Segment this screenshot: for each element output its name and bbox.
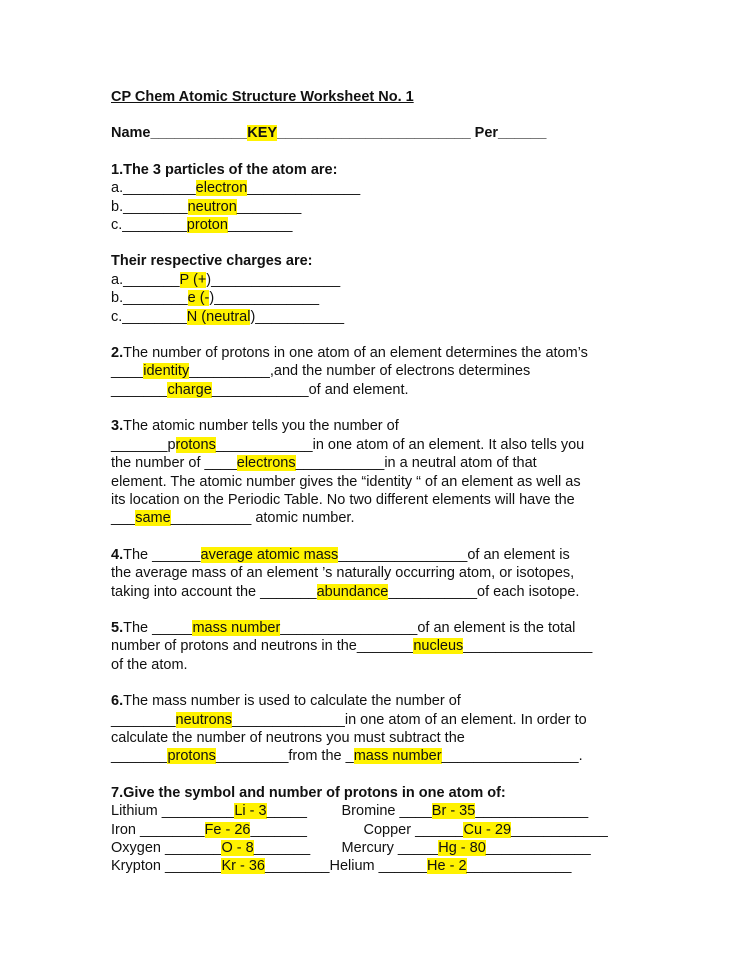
answer-highlight: e (- [187, 290, 210, 307]
answer-highlight: neutron [187, 198, 237, 215]
name-period-blank: ________________________ Per______ [277, 125, 547, 142]
q3-line-1: 3.The atomic number tells you the number of [111, 418, 399, 435]
q3-line-6: ___same__________ atomic number. [111, 510, 355, 527]
spacer [111, 528, 671, 546]
q1-answer-b: b.________neutron________ [111, 198, 302, 215]
spacer [111, 143, 671, 161]
spacer [111, 234, 671, 252]
spacer [111, 106, 671, 124]
q1-answer-a: a._________electron______________ [111, 180, 361, 197]
q4-line-2: the average mass of an element ’s naturally occurring atom, or isotopes, [111, 565, 575, 582]
answer-highlight: charge [167, 381, 212, 398]
q2-line-2: ____identity__________,and the number of electrons determines [111, 363, 531, 380]
charge-answer-c: c.________N (neutral)___________ [111, 308, 345, 325]
answer-highlight: protons [167, 748, 216, 765]
worksheet-title: CP Chem Atomic Structure Worksheet No. 1 [111, 89, 414, 105]
q7-heading: 7.Give the symbol and number of protons in one atom of: [111, 784, 506, 801]
table-row: Krypton _______Kr - 36________ Helium ______He - 2_____________ [111, 858, 572, 875]
element-symbol-table [111, 802, 608, 876]
spacer [111, 766, 671, 784]
answer-highlight: Li - 3 [234, 803, 267, 820]
q6-line-3: calculate the number of neutrons you must subtract the [111, 729, 465, 746]
q4-line-1: 4.The ______average atomic mass________________of an element is [111, 546, 570, 563]
answer-highlight: identity [143, 363, 190, 380]
q5-line-1: 5.The _____mass number_________________of an element is the total [111, 619, 576, 636]
q3-line-5: its location on the Periodic Table. No two different elements will have the [111, 491, 575, 508]
answer-highlight: Cu - 29 [463, 821, 512, 838]
answer-highlight: He - 2 [427, 858, 467, 875]
spacer [111, 326, 671, 344]
answer-highlight: N (neutral [186, 308, 251, 325]
name-line [111, 124, 671, 142]
answer-highlight: nucleus [413, 638, 464, 655]
table-row: Oxygen _______O - 8_______ Mercury _____Hg - 80_____________ [111, 840, 591, 856]
answer-highlight: Fe - 26 [204, 821, 251, 838]
q3-line-3: the number of ____electrons___________in a neutral atom of that [111, 455, 537, 472]
answer-highlight: P (+ [179, 271, 207, 288]
worksheet-page [111, 88, 671, 876]
q2-line-3: _______charge____________of and element. [111, 381, 409, 398]
question-number: 5. [111, 619, 124, 636]
q1-heading: 1.The 3 particles of the atom are: [111, 161, 338, 178]
question-number: 6. [111, 693, 124, 710]
q6-line-1: 6.The mass number is used to calculate the number of [111, 693, 461, 710]
q5-line-3: of the atom. [111, 656, 188, 673]
answer-highlight: mass number [192, 619, 281, 636]
answer-highlight: electrons [236, 455, 296, 472]
answer-highlight: Kr - 36 [221, 858, 265, 875]
q6-line-4: _______protons_________from the _mass number_________________. [111, 748, 583, 765]
answer-highlight: same [135, 510, 171, 527]
answer-highlight: electron [195, 180, 248, 197]
question-number: 4. [111, 546, 124, 563]
answer-highlight: average atomic mass [200, 546, 339, 563]
answer-highlight: Br - 35 [431, 803, 476, 820]
answer-highlight: O - 8 [221, 840, 254, 856]
q3-line-4: element. The atomic number gives the “identity “ of an element as well as [111, 473, 581, 490]
answer-highlight: abundance [316, 583, 389, 600]
charge-answer-b: b.________e (-)_____________ [111, 290, 320, 307]
answer-highlight: rotons [175, 436, 216, 453]
table-row: Iron ________Fe - 26_______ Copper ______Cu - 29____________ [111, 821, 608, 838]
name-label: Name____________ [111, 125, 248, 142]
q4-line-3: taking into account the _______abundance___________of each isotope. [111, 583, 580, 600]
answer-highlight: Hg - 80 [438, 840, 486, 856]
spacer [111, 601, 671, 619]
answer-highlight: neutrons [175, 711, 232, 728]
answer-highlight: proton [186, 217, 228, 234]
q1-answer-c: c.________proton________ [111, 217, 293, 234]
question-number: 3. [111, 418, 124, 435]
q6-line-2: ________neutrons______________in one atom of an element. In order to [111, 711, 587, 728]
q3-line-2: _______protons____________in one atom of an element. It also tells you [111, 436, 585, 453]
spacer [111, 674, 671, 692]
question-number: 2. [111, 345, 124, 362]
table-row: Lithium _________Li - 3_____ Bromine ____Br - 35______________ [111, 803, 589, 820]
charge-answer-a: a._______P (+)________________ [111, 271, 341, 288]
charges-heading: Their respective charges are: [111, 253, 313, 270]
q2-line-1: 2.The number of protons in one atom of an element determines the atom’s [111, 345, 588, 362]
key-answer: KEY [247, 125, 278, 142]
spacer [111, 399, 671, 417]
answer-highlight: mass number [353, 748, 442, 765]
q5-line-2: number of protons and neutrons in the_______nucleus________________ [111, 638, 593, 655]
